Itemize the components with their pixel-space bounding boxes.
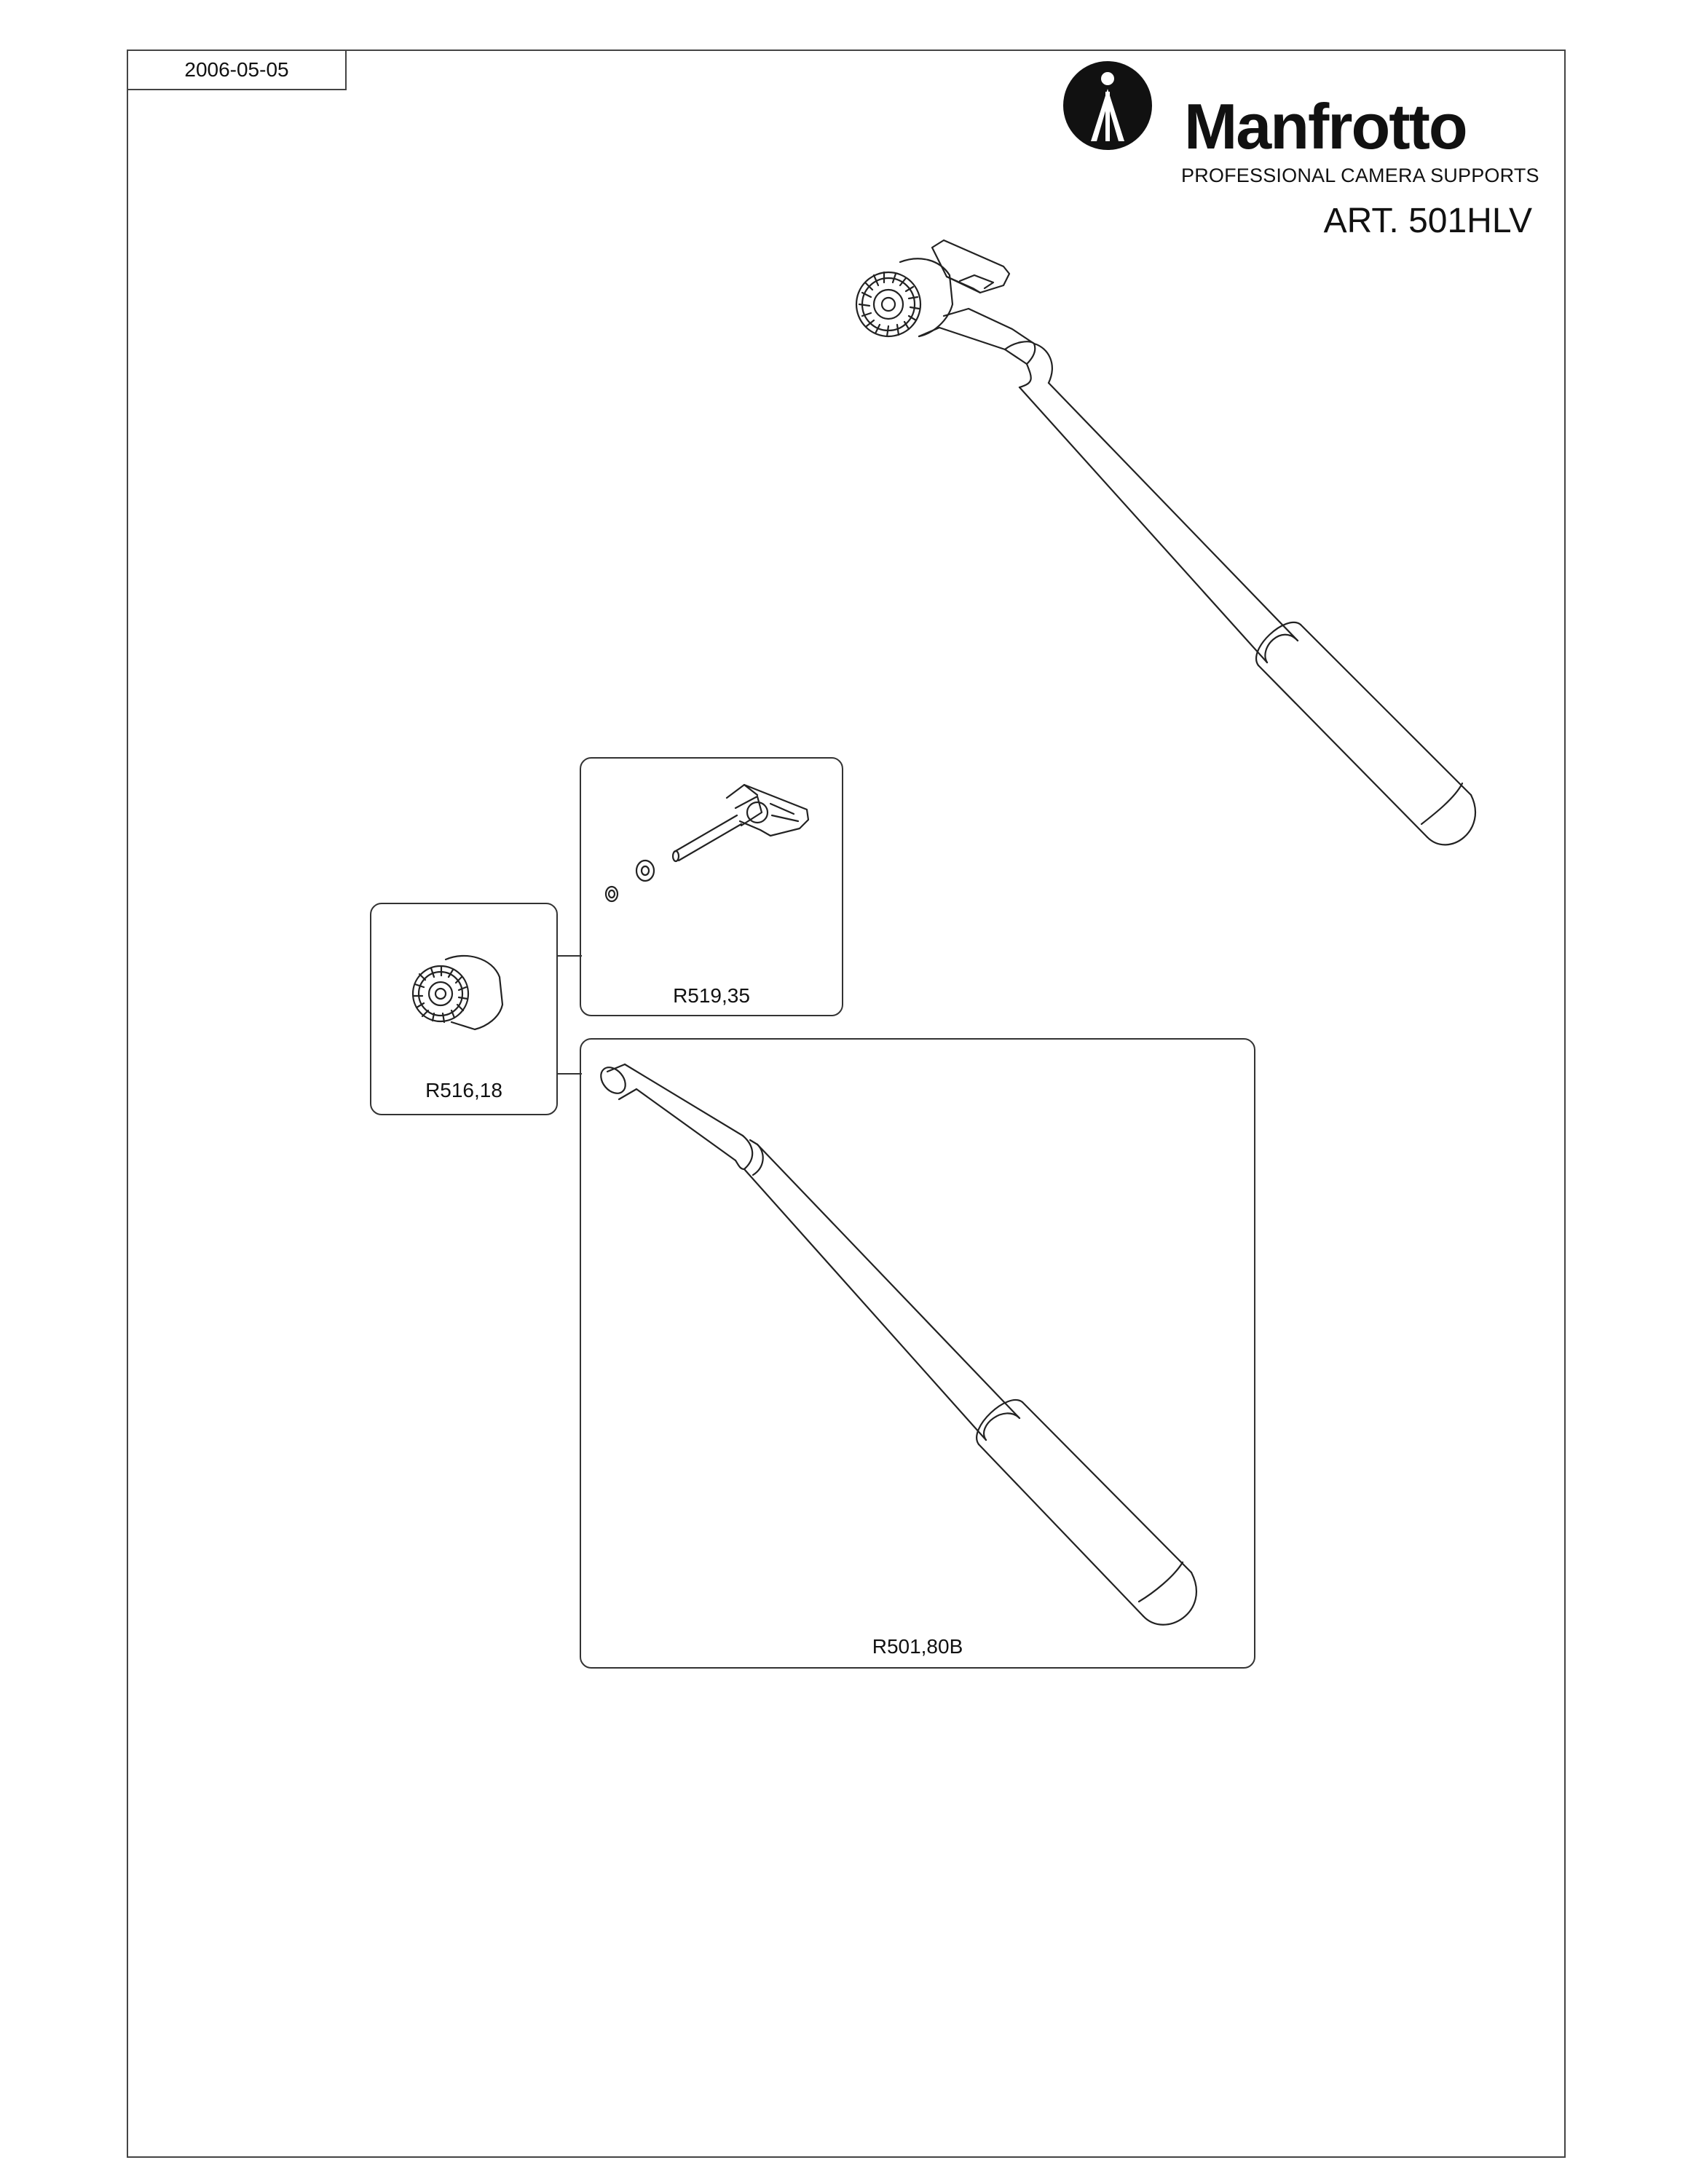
clamp-lever-part	[606, 785, 808, 901]
part-code-label: R516,18	[425, 1079, 502, 1101]
date-stamp: 2006-05-05	[127, 50, 347, 90]
brand-name: Manfrotto	[1184, 90, 1467, 162]
ratchet-rosette-part	[413, 956, 502, 1029]
assembled-pan-handle	[856, 240, 1475, 844]
part-code-label: R519,35	[673, 984, 750, 1007]
brand-tagline: PROFESSIONAL CAMERA SUPPORTS	[1181, 165, 1539, 186]
part-code-label: R501,80B	[872, 1635, 963, 1658]
article-number: ART. 501HLV	[1323, 202, 1532, 240]
handle-shaft-part	[596, 1063, 1196, 1625]
